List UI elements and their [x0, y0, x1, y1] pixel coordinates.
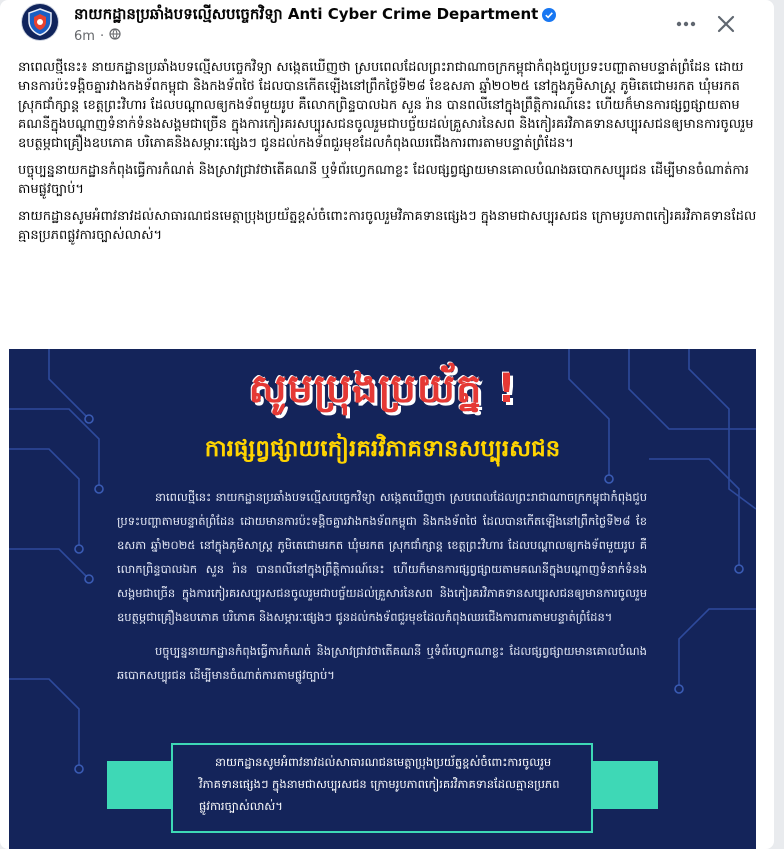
verified-badge-icon [542, 8, 556, 22]
post-paragraph: នាយកដ្ឋានសូមអំពាវនាវដល់សាធារណជនមេត្តាប្រុងប្រយ័ត្នខ្ពស់ចំពោះការចូលរួមវិភាគទានផ្សេងៗ ក្នុងនាមជាសប្បុរសជន ក្រោមរូបភាពកៀរគរវិភាគទានដែលគ្មានប្រភពផ្លូវការច្បាស់លាស់។ [18, 209, 757, 243]
more-options-button[interactable] [670, 8, 702, 40]
close-icon [717, 15, 735, 33]
poster-paragraph: នាពេលថ្មីនេះ នាយកដ្ឋានប្រឆាំងបទល្មើសបច្ចេកវិទ្យា សង្កេតឃើញថា ស្របពេលដែលព្រះរាជាណាចក្រកម្ពុជាកំពុងជួបប្រទះបញ្ហាតាមបន្ទាត់ព្រំដែន ដោយមានការប៉ះទង្គិចគ្នារវាងកងទ័ពកម្ពុជា និងកងទ័ពថៃ ដែលបានកើតឡើងនៅព្រឹកថ្ងៃទី២៨ ខែឧសភា ឆ្នាំ២០២៥ នៅក្នុងភូមិសាស្ត្រ ភូមិតេជោមរកត ឃុំមរកត ស្រុកជាំក្សាន្ត ខេត្តព្រះវិហារ ដែលបណ្តាលឲ្យកងទ័ពមួយរូប គឺលោកព្រិន្ទបាលឯក សួន រ៉ាន បានពលីនៅក្នុងព្រឹត្តិការណ៍នេះ ហើយក៏មានការផ្សព្វផ្សាយតាមគណនីក្នុងបណ្តាញទំនាក់ទំនងសង្គមជាច្រើន ក្នុងការកៀរគរសប្បុរសជនចូលរួមជាបច្ច័យដល់គ្រួសារនៃសព និងកៀរគរវិភាគទានសប្បុរសជនឲ្យមានការចូលរួមឧបត្ថម្ភជាគ្រឿងឧបភោគ បរិភោគ និងសម្ភារៈផ្សេងៗ ជូនដល់កងទ័ពជួរមុខដែលកំពុងឈរជើងការពារតាមបន្ទាត់ព្រំដែន។ [117, 490, 647, 624]
close-post-button[interactable] [710, 8, 742, 40]
post-message [18, 58, 758, 253]
post-meta: 6m · [74, 28, 121, 44]
post-timestamp[interactable]: 6m [74, 28, 95, 44]
post-image-poster[interactable] [9, 349, 756, 849]
poster-body-text [117, 485, 647, 697]
post-header [16, 6, 758, 46]
page-avatar[interactable] [22, 4, 58, 40]
shield-logo-icon [27, 8, 53, 36]
poster-warning-title: សូមប្រុងប្រយ័ត្ន ! [248, 366, 517, 412]
more-dots-icon [676, 21, 696, 27]
poster-warning-box-text: នាយកដ្ឋានសូមអំពាវនាវដល់សាធារណជនមេត្តាប្រុងប្រយ័ត្នខ្ពស់ចំពោះការចូលរួមវិភាគទានផ្សេងៗ ក្នុងនាមជាសប្បុរសជន ក្រោមរូបភាពកៀរគរវិភាគទានដែលគ្មានប្រភពផ្លូវការច្បាស់លាស់។ [199, 755, 560, 813]
post-paragraph: បច្ចុប្បន្ននាយកដ្ឋានកំពុងធ្វើការកំណត់ និងស្រាវជ្រាវថាតើគណនី ឬទំព័រហ្វេកណាខ្លះ ដែលផ្សព្វផ្សាយមានគោលបំណងឆបោកសប្បុរជន ដើម្បីមានចំណាត់ការតាមផ្លូវច្បាប់។ [18, 163, 749, 197]
post-paragraph: នាពេលថ្មីនេះ៖ នាយកដ្ឋានប្រឆាំងបទល្មើសបច្ចេកវិទ្យា សង្កេតឃើញថា ស្របពេលដែលព្រះរាជាណាចក្រកម្ពុជាកំពុងជួបប្រទះបញ្ហាតាមបន្ទាត់ព្រំដែន ដោយមានការប៉ះទង្គិចគ្នារវាងកងទ័ពកម្ពុជា និងកងទ័ពថៃ ដែលបានកើតឡើងនៅព្រឹកថ្ងៃទី២៨ ខែឧសភា ឆ្នាំ២០២៥ នៅក្នុងភូមិសាស្ត្រ ភូមិតេជោមរកត ឃុំមរកត ស្រុកជាំក្សាន្ត ខេត្តព្រះវិហារ ដែលបណ្តាលឲ្យកងទ័ពមួយរូប គឺលោកព្រិន្ទបាលឯក សួន រ៉ាន បានពលីនៅក្នុងព្រឹត្តិការណ៍នេះ ហើយក៏មានការផ្សព្វផ្សាយតាមគណនីក្នុងបណ្តាញទំនាក់ទំនងសង្គមជាច្រើន ក្នុងការកៀរគរសប្បុរសជនចូលរួមជាបច្ច័យដល់គ្រួសារនៃសព និងកៀរគរវិភាគទានសប្បុរសជនឲ្យមានការចូលរួមឧបត្ថម្ភជាគ្រឿងឧបភោគ បរិភោគនិងសម្ភារៈផ្សេងៗ ជូនដល់កងទ័ពជួរមុខដែលកំពុងឈរជើងការពារតាមបន្ទាត់ព្រំដែន។ [18, 60, 754, 151]
poster-subtitle: ការផ្សព្វផ្សាយកៀរគរវិភាគទានសប្បុរសជន [204, 436, 561, 462]
page-name-text[interactable]: នាយកដ្ឋានប្រឆាំងបទល្មើសបច្ចេកវិទ្យា Anti Cyber Crime Department [74, 5, 539, 23]
globe-icon [109, 28, 121, 44]
page-name-link[interactable] [74, 5, 556, 27]
poster-paragraph: បច្ចុប្បន្ននាយកដ្ឋានកំពុងធ្វើការកំណត់ និងស្រាវជ្រាវថាតើគណនី ឬទំព័រហ្វេកណាខ្លះ ដែលផ្សព្វផ្សាយមានគោលបំណងឆបោកសប្បុរជន ដើម្បីមានចំណាត់ការតាមផ្លូវច្បាប់។ [117, 644, 647, 682]
